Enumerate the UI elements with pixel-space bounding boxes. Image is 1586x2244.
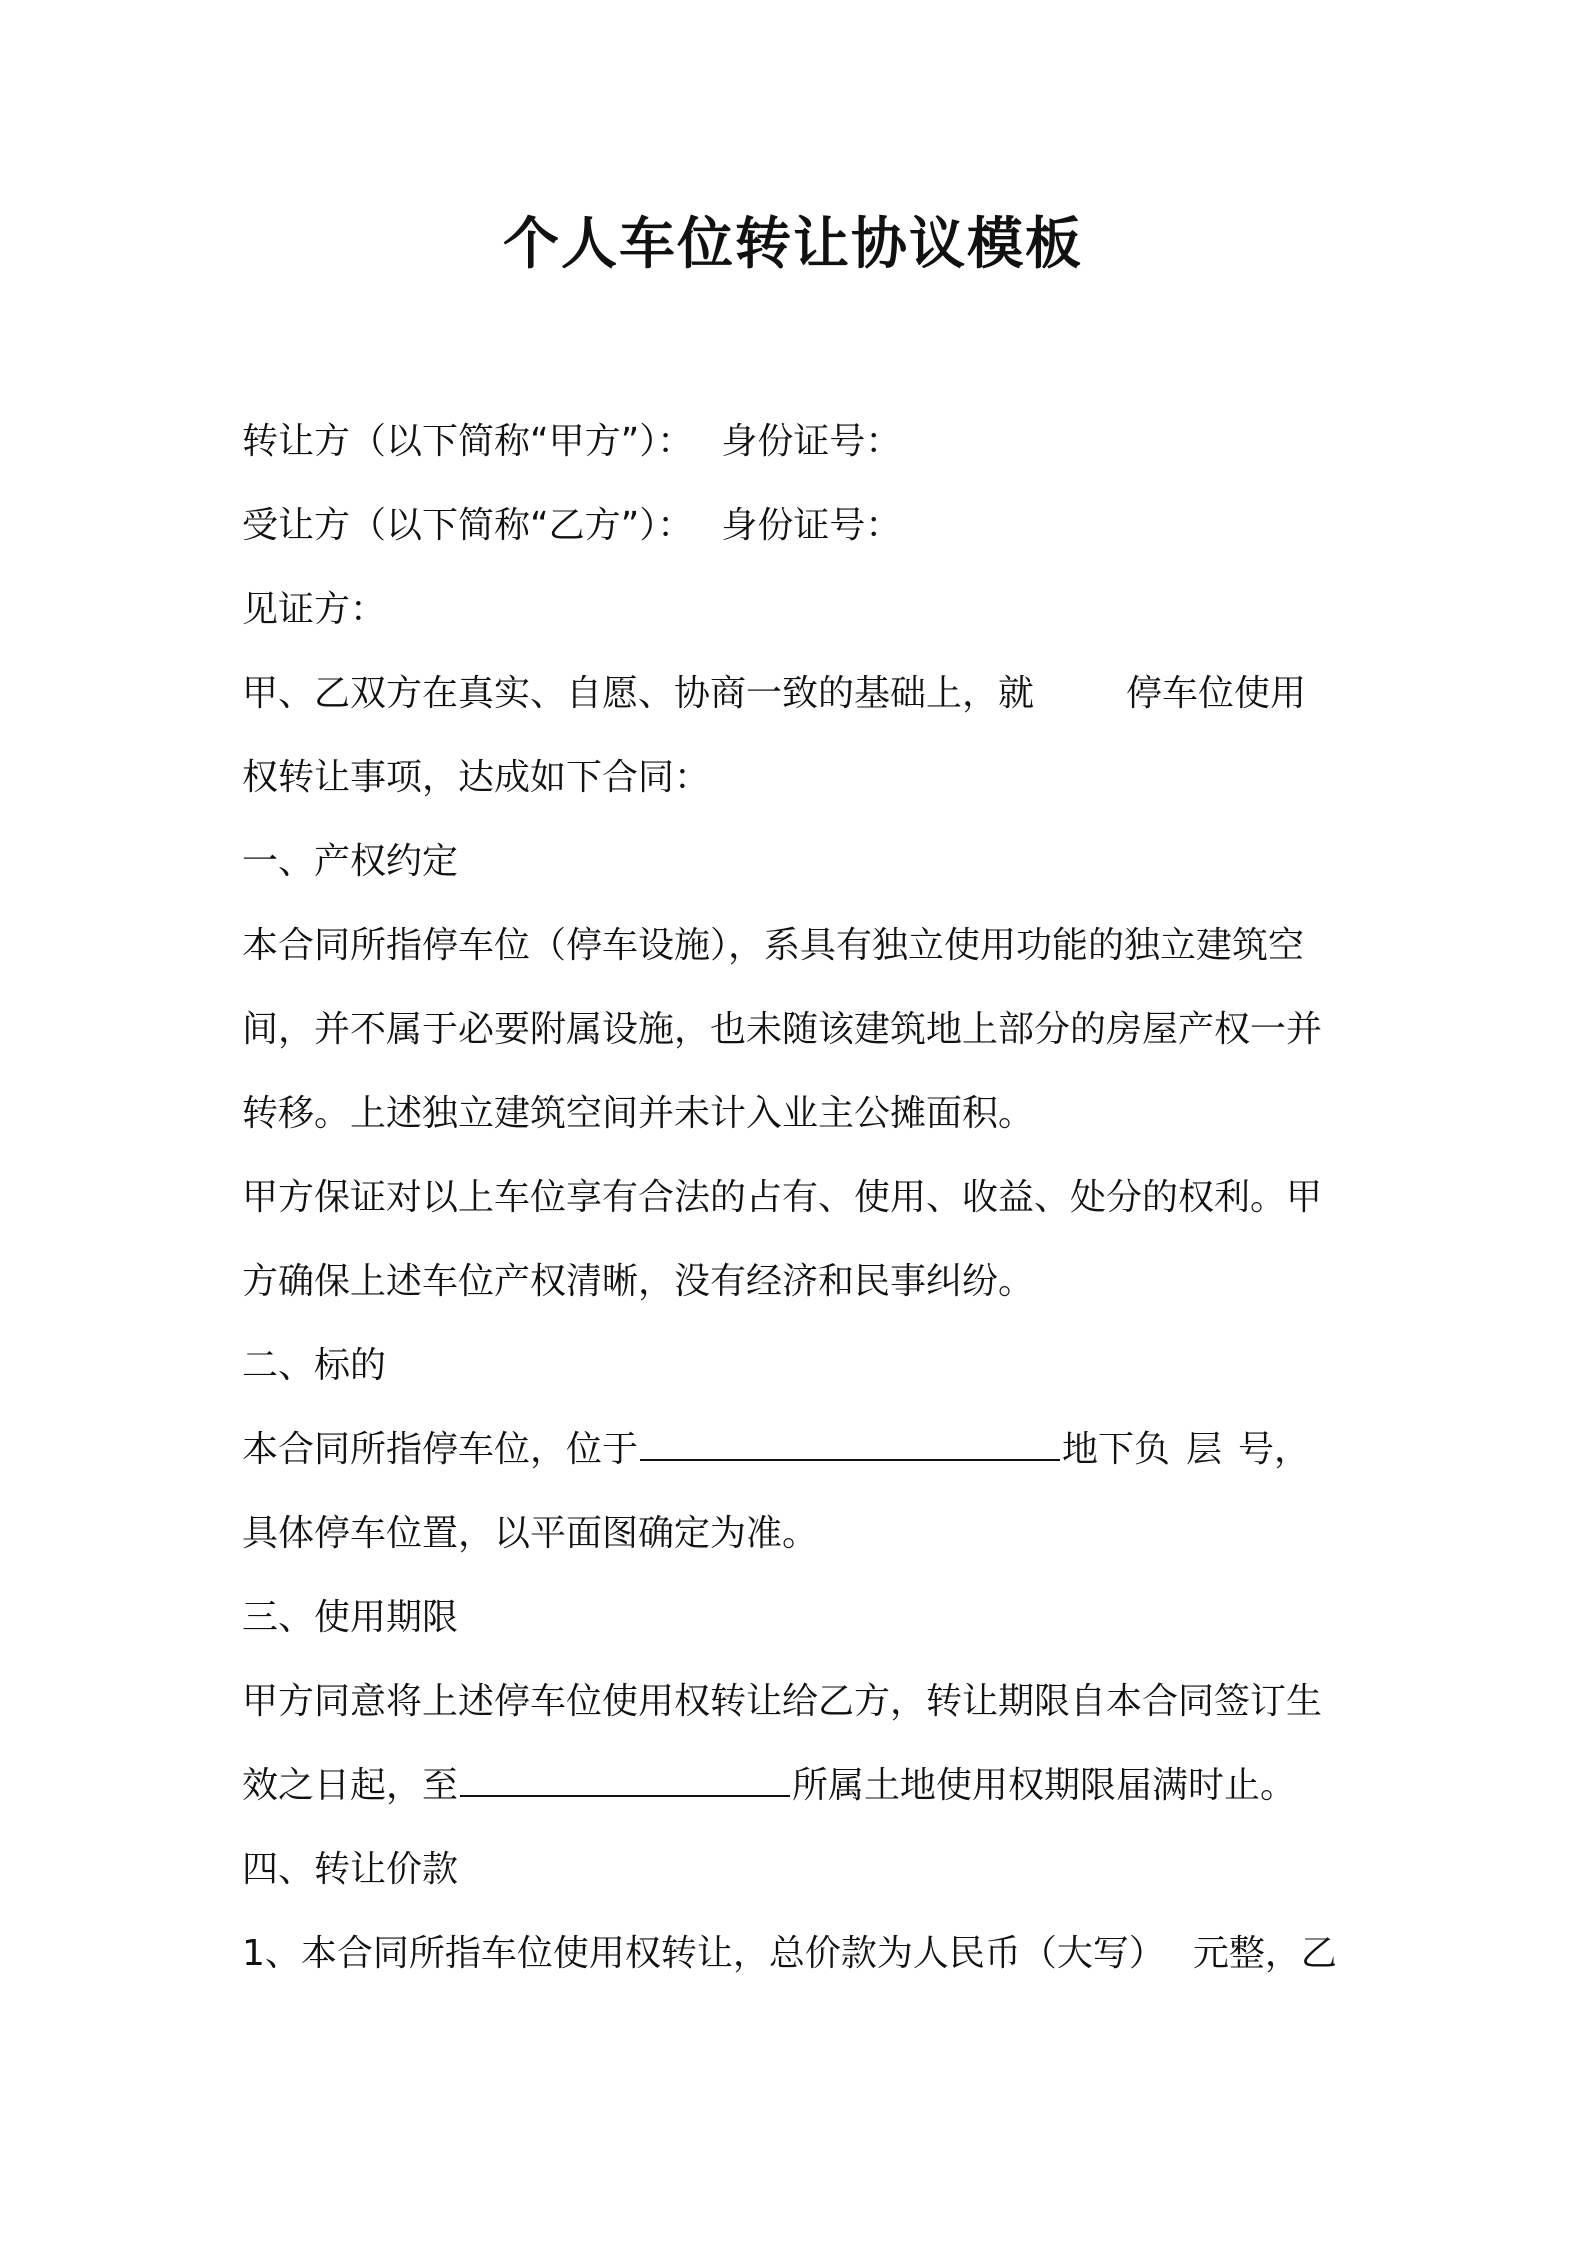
document-title: 个人车位转让协议模板 [503,212,1083,277]
section1-p1-line1: 本合同所指停车位（停车设施），系具有独立使用功能的独立建筑空 [242,925,1305,966]
section4-line1 [242,1912,1352,1996]
section1-p2-line1: 甲方保证对以上车位享有合法的占有、使用、收益、处分的权利。甲 [242,1177,1323,1218]
transferee-id-label: 身份证号： [721,505,902,546]
section2-text-4: 号， [1238,1429,1311,1470]
section4-text-2: 元整，乙 [1192,1933,1337,1974]
section2-text-2: 地下负 [1062,1429,1171,1470]
intro-line-1 [242,652,1352,736]
section3-text-2: 所属土地使用权期限届满时止。 [792,1765,1297,1806]
section3-heading: 三、使用期限 [242,1597,459,1638]
section4-text-1: 1、本合同所指车位使用权转让，总价款为人民币（大写） [242,1933,1165,1974]
witness-line [242,568,1352,652]
section3-line1: 甲方同意将上述停车位使用权转让给乙方，转让期限自本合同签订生 [242,1681,1323,1722]
transferor-label: 转让方（以下简称“甲方”）： [242,421,694,462]
section1-p2-line2: 方确保上述车位产权清晰，没有经济和民事纠纷。 [242,1261,1035,1302]
transferor-id-label: 身份证号： [721,421,902,462]
witness-label: 见证方： [242,589,387,630]
transferor-line [242,400,1352,484]
term-end-blank[interactable] [460,1761,790,1797]
location-blank[interactable] [640,1425,1060,1461]
section2-text-3: 层 [1186,1429,1223,1470]
intro-text-1: 甲、乙双方在真实、自愿、协商一致的基础上，就 [242,673,1035,714]
transferee-line [242,484,1352,568]
document-body [242,400,1352,1996]
intro-text-2: 停车位使用 [1126,673,1307,714]
section3-text-1: 效之日起，至 [242,1765,459,1806]
section3-line2 [242,1744,1352,1828]
transferee-label: 受让方（以下简称“乙方”）： [242,505,694,546]
section4-heading: 四、转让价款 [242,1849,459,1890]
section1-p1-line2: 间，并不属于必要附属设施，也未随该建筑地上部分的房屋产权一并 [242,1009,1323,1050]
section2-heading: 二、标的 [242,1345,387,1386]
section2-text-1: 本合同所指停车位，位于 [242,1429,639,1470]
section2-line1 [242,1408,1352,1492]
intro-line-2: 权转让事项，达成如下合同： [242,757,711,798]
section1-heading: 一、产权约定 [242,841,459,882]
section1-p1-line3: 转移。上述独立建筑空间并未计入业主公摊面积。 [242,1093,1035,1134]
section2-line2: 具体停车位置，以平面图确定为准。 [242,1513,819,1554]
